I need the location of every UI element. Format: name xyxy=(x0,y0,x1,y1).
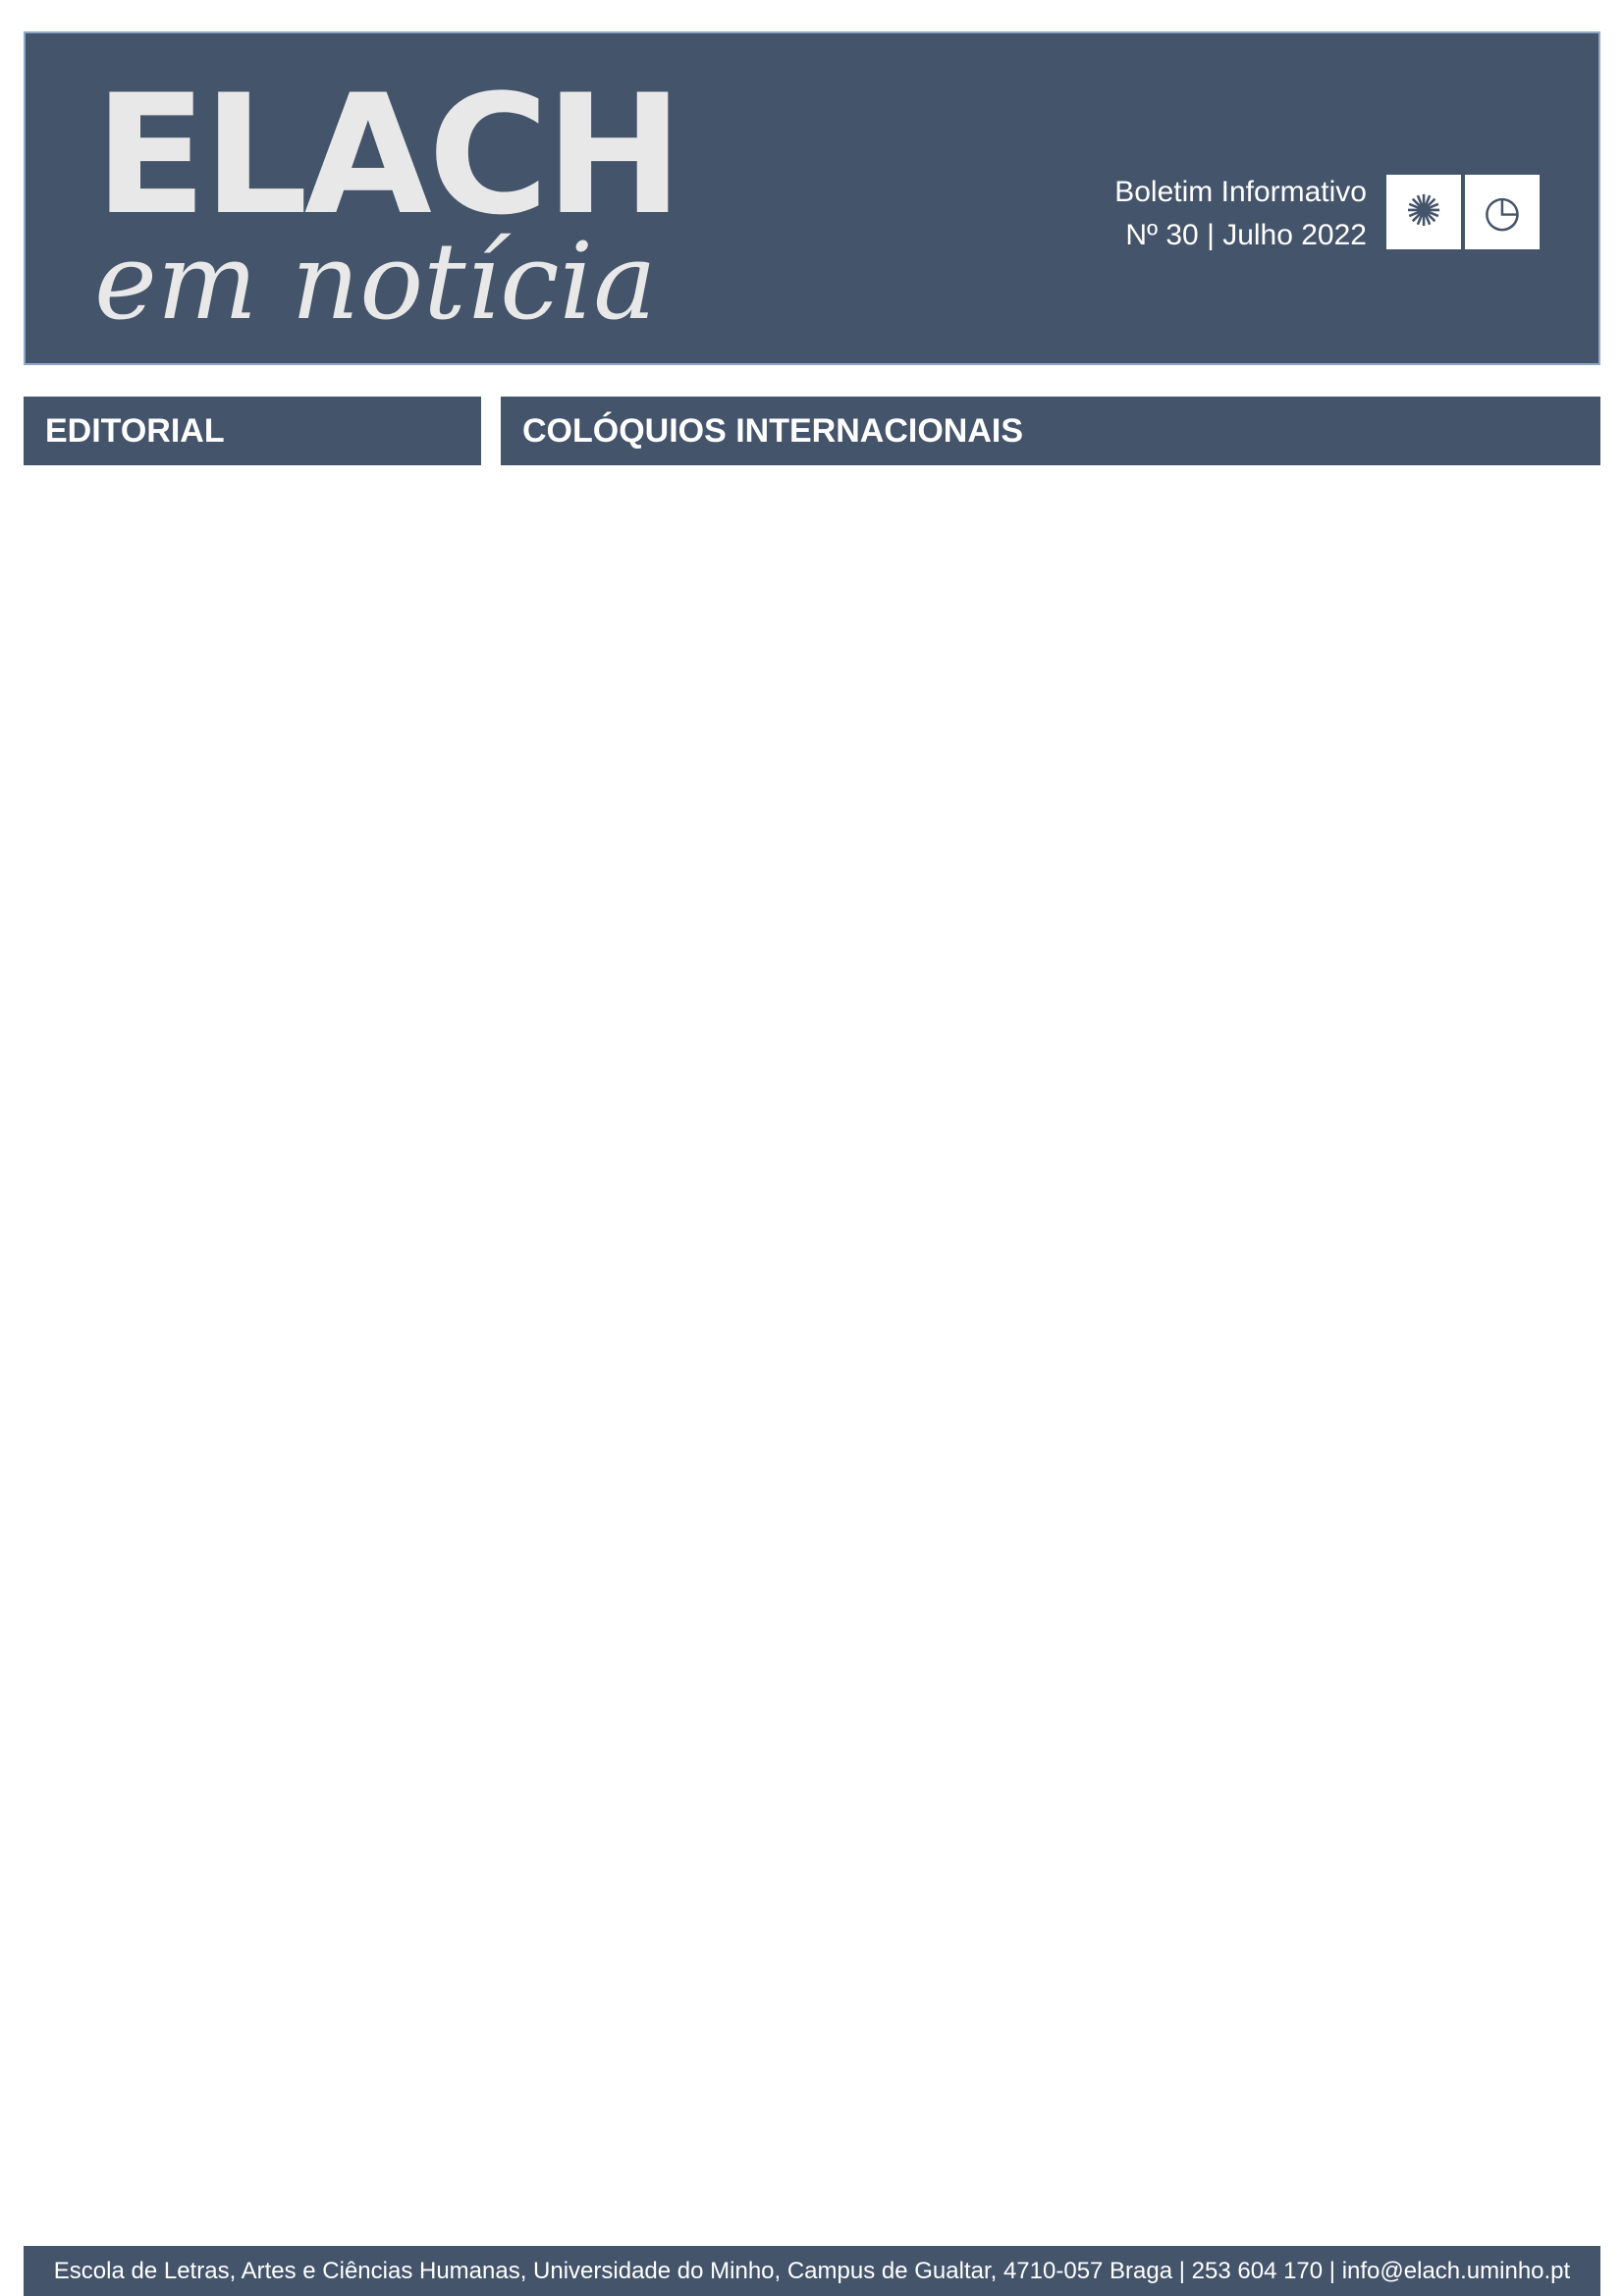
masthead-title: ELACH xyxy=(94,59,679,251)
masthead-subtitle: em notícia xyxy=(94,221,657,344)
masthead xyxy=(24,31,1600,365)
section-header-coloquios: COLÓQUIOS INTERNACIONAIS xyxy=(501,397,1600,465)
issue-line-1: Boletim Informativo xyxy=(1114,176,1367,208)
issue-info xyxy=(1114,171,1367,257)
elach-logo-icon: ◷ xyxy=(1465,175,1540,249)
section-header-editorial: EDITORIAL xyxy=(24,397,481,465)
issue-line-2: Nº 30 | Julho 2022 xyxy=(1125,219,1367,251)
footer: Escola de Letras, Artes e Ciências Humanas, Universidade do Minho, Campus de Gualtar, 4710-057 Braga | 253 604 170 | info@elach.uminho.pt xyxy=(24,2246,1600,2296)
uminho-logo-icon: ✺ xyxy=(1386,175,1461,249)
